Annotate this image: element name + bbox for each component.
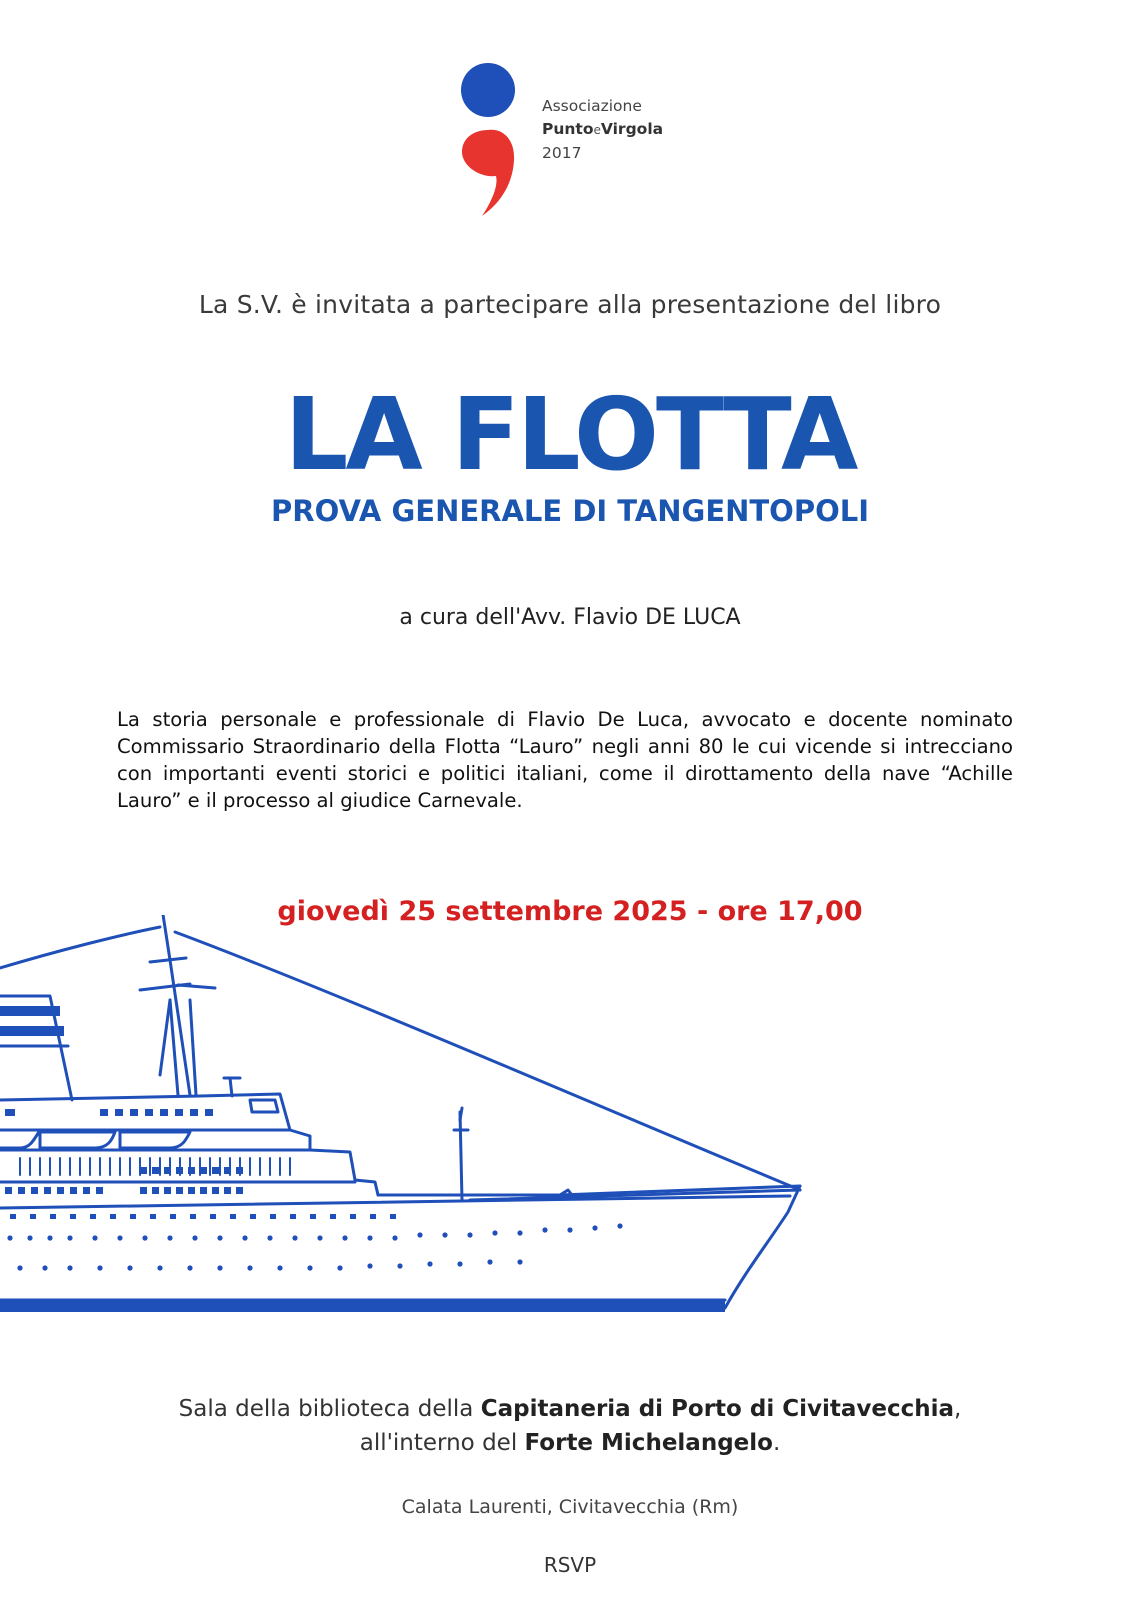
ship-illustration <box>0 915 830 1355</box>
venue-address: Calata Laurenti, Civitavecchia (Rm) <box>401 1496 739 1518</box>
semicolon-logo-icon <box>460 60 540 220</box>
venue-line-1: Sala della biblioteca della Capitaneria di Porto di Civitavecchia, <box>178 1396 962 1422</box>
curator-name: Flavio DE LUCA <box>573 605 741 630</box>
book-description: La storia personale e professionale di Flavio De Luca, avvocato e docente nominato Commissario Straordinario della Flotta “Lauro” negli anni 80 le cui vicende si intrecciano con importanti eventi storici e politici italiani, come il dirottamento della nave “Achille Lauro” e il processo al giudice Carnevale. <box>117 708 1013 812</box>
logo-year: 2017 <box>542 144 582 162</box>
invitation-text: La S.V. è invitata a partecipare alla presentazione del libro <box>198 290 942 319</box>
venue-building: Capitaneria di Porto di Civitavecchia <box>480 1396 954 1422</box>
book-subtitle: PROVA GENERALE DI TANGENTOPOLI <box>270 494 870 528</box>
curator-line <box>0 605 1140 630</box>
rsvp-label: RSVP <box>543 1553 597 1577</box>
curator-prefix: a cura dell'Avv. <box>399 605 574 630</box>
venue-text <box>0 1392 1140 1460</box>
event-date-time: giovedì 25 settembre 2025 - ore 17,00 <box>277 896 863 927</box>
venue-line-2: all'interno del Forte Michelangelo. <box>359 1430 781 1456</box>
venue-fort: Forte Michelangelo <box>524 1430 773 1456</box>
book-title: LA FLOTTA <box>284 376 856 493</box>
logo-association-label: Associazione <box>542 97 642 115</box>
association-logo <box>460 60 700 230</box>
logo-name: PuntoeVirgola <box>542 120 664 138</box>
